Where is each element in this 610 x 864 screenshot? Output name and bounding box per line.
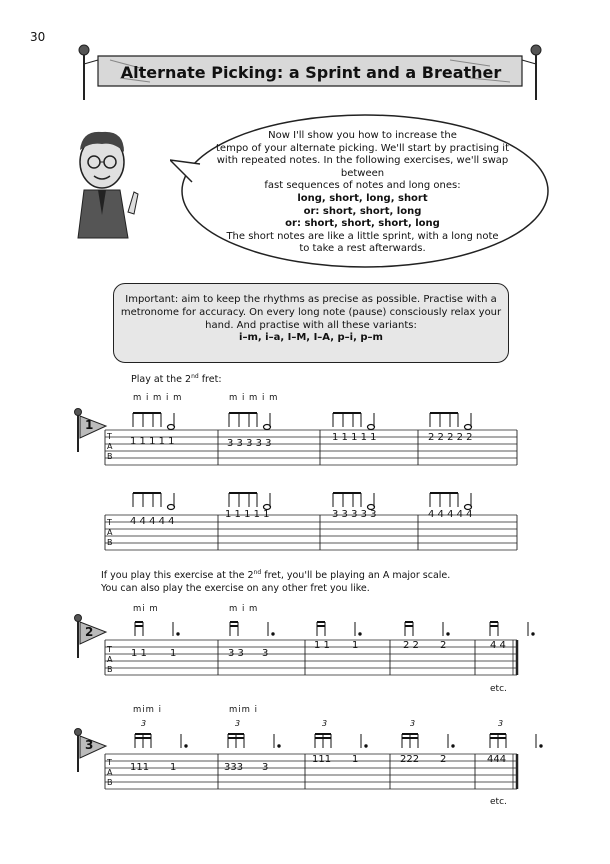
tab-numbers: 1 1 1 1 1 — [332, 432, 377, 443]
tab-numbers: 4 4 4 4 4 — [428, 509, 473, 520]
play-note-sup: nd — [191, 373, 199, 380]
dot — [447, 633, 449, 635]
triplet-label: 3 — [322, 719, 328, 728]
triplet-label: 3 — [410, 719, 416, 728]
fingering: mim i — [229, 705, 258, 715]
tab-numbers: 2 2 2 2 2 — [428, 432, 473, 443]
tab-numbers: 1 — [352, 640, 359, 651]
staff-lines — [105, 430, 517, 789]
bubble-bold-line: long, short, long, short — [297, 192, 428, 204]
tab-numbers: 2 — [440, 754, 447, 765]
tab-numbers: 2 — [440, 640, 447, 651]
flag-knob — [75, 729, 82, 736]
tab-clef: T A B — [107, 758, 113, 787]
important-line: Important: aim to keep the rhythms as precise as possible. Practise with a — [125, 294, 497, 305]
tab-numbers: 444 — [487, 754, 507, 765]
flag-knob — [75, 409, 82, 416]
exercise-number: 1 — [85, 418, 94, 432]
scale-note-line: You can also play the exercise on any other fret you like. — [101, 583, 370, 595]
etc-label: etc. — [490, 684, 507, 694]
tab-numbers: 3 3 — [228, 648, 244, 659]
tab-numbers: 3 — [262, 648, 269, 659]
tab-numbers: 3 — [262, 762, 269, 773]
scale-note-sup: nd — [253, 569, 262, 576]
half-note-head — [168, 505, 175, 510]
tab-numbers: 333 — [224, 762, 244, 773]
exercise-number: 3 — [85, 738, 94, 752]
bubble-line: Now I'll show you how to increase the — [268, 130, 457, 141]
scale-note-line: If you play this exercise at the 2 — [101, 570, 254, 582]
fingering: m i m — [229, 604, 259, 614]
fingering: m i m i m — [229, 393, 279, 403]
flag-knob — [75, 615, 82, 622]
tab-clef: T A B — [107, 432, 113, 461]
dot — [272, 633, 274, 635]
tab-numbers: 1 1 — [131, 648, 147, 659]
tab-numbers: 4 4 — [490, 640, 506, 651]
tab-clef: T A B — [107, 645, 113, 674]
dot — [540, 745, 542, 747]
tab-numbers: 1 — [352, 754, 359, 765]
dot — [365, 745, 367, 747]
fingering: mi m — [133, 604, 159, 614]
bubble-line: with repeated notes. In the following exercises, we'll swap between — [216, 155, 509, 179]
tab-numbers: 4 4 4 4 4 — [130, 516, 175, 527]
tab-numbers: 2 2 — [403, 640, 419, 651]
page-number: 30 — [30, 30, 46, 44]
fingering: mim i — [133, 705, 162, 715]
play-note-end: fret: — [198, 374, 222, 386]
tab-numbers: 1 1 1 1 1 — [225, 509, 270, 520]
play-note-text: Play at the 2 — [131, 374, 192, 386]
important-variants: i–m, i–a, I–M, I–A, p–i, p–m — [239, 332, 383, 344]
fingering: m i m i m — [133, 393, 183, 403]
dot — [452, 745, 454, 747]
tab-numbers: 111 — [130, 762, 150, 773]
scale-note-end: fret, you'll be playing an A major scale. — [261, 570, 451, 582]
tab-numbers: 3 3 3 3 3 — [332, 509, 377, 520]
tab-numbers: 1 1 — [314, 640, 330, 651]
bubble-bold-line: or: short, short, short, long — [285, 218, 440, 230]
tab-numbers: 3 3 3 3 3 — [227, 438, 272, 449]
dot — [177, 633, 179, 635]
half-note-head — [465, 425, 472, 430]
tab-numbers: 1 — [170, 648, 177, 659]
important-line: metronome for accuracy. On every long note (pause) consciously relax your — [120, 306, 502, 318]
half-note-head — [168, 425, 175, 430]
tab-numbers: 111 — [312, 754, 332, 765]
tab-numbers: 222 — [400, 754, 420, 765]
tab-numbers: 1 1 1 1 1 — [130, 436, 175, 447]
scale-note — [101, 566, 450, 595]
triplet-label: 3 — [235, 719, 241, 728]
dot — [185, 745, 187, 747]
triplet-label: 3 — [141, 719, 147, 728]
half-note-head — [368, 425, 375, 430]
exercise-number: 2 — [85, 625, 94, 639]
bubble-line: fast sequences of notes and long ones: — [264, 180, 461, 192]
dot — [278, 745, 280, 747]
bubble-bold-line: or: short, short, long — [303, 205, 422, 217]
bubble-line: to take a rest afterwards. — [299, 243, 426, 255]
bubble-line: tempo of your alternate picking. We'll start by practising it — [216, 142, 509, 154]
important-line: hand. And practise with all these variants: — [205, 319, 417, 331]
etc-label: etc. — [490, 797, 507, 807]
dot — [532, 633, 534, 635]
tab-numbers: 1 — [170, 762, 177, 773]
bubble-line: The short notes are like a little sprint, with a long note — [226, 230, 499, 242]
tab-clef: T A B — [107, 518, 113, 547]
dot — [359, 633, 361, 635]
page-title: Alternate Picking: a Sprint and a Breather — [120, 63, 502, 82]
half-note-head — [264, 425, 271, 430]
triplet-label: 3 — [498, 719, 504, 728]
